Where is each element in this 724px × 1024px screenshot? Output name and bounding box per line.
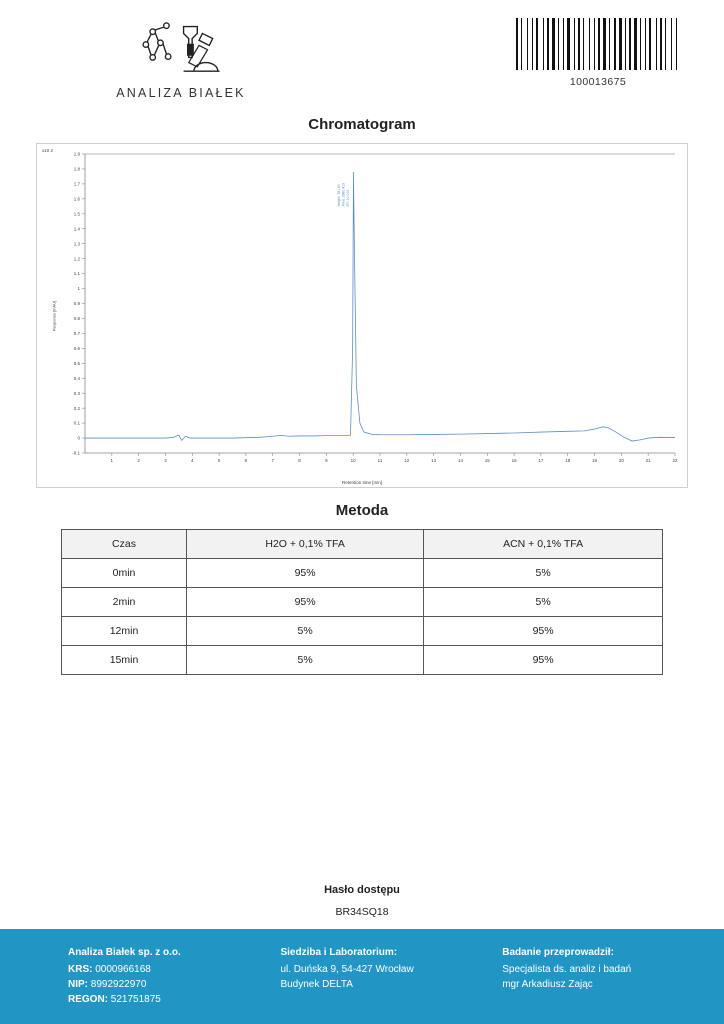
- cell-h2o: 5%: [187, 646, 424, 675]
- nip-label: NIP:: [68, 979, 88, 990]
- column-header-h2o: H2O + 0,1% TFA: [187, 530, 424, 559]
- method-table-wrap: [61, 529, 663, 675]
- barcode-number: 100013675: [569, 76, 627, 88]
- svg-text:4: 4: [191, 458, 194, 463]
- svg-text:21: 21: [645, 458, 651, 463]
- footer-address: [264, 945, 468, 1024]
- address-title: Siedziba i Laboratorium:: [280, 947, 398, 958]
- svg-text:22: 22: [672, 458, 678, 463]
- performer-title: Badanie przeprowadził:: [502, 947, 614, 958]
- cell-h2o: 5%: [187, 617, 424, 646]
- address-line-2: Budynek DELTA: [280, 979, 353, 990]
- svg-text:13: 13: [431, 458, 437, 463]
- svg-text:-0.1: -0.1: [72, 450, 80, 456]
- footer-performer: [468, 945, 690, 1024]
- svg-text:7: 7: [271, 458, 274, 463]
- svg-text:11: 11: [377, 458, 383, 463]
- svg-text:0: 0: [77, 435, 80, 441]
- performer-line-2: mgr Arkadiusz Zając: [502, 979, 593, 990]
- svg-text:9: 9: [325, 458, 328, 463]
- svg-text:Area: 2880.413: Area: 2880.413: [341, 183, 346, 207]
- x-axis-label: Retention time [min]: [341, 480, 383, 485]
- svg-text:1.5: 1.5: [73, 211, 80, 217]
- svg-text:1.2: 1.2: [73, 256, 80, 262]
- chromatogram-plot: [37, 144, 689, 487]
- svg-text:0.9: 0.9: [73, 301, 80, 307]
- svg-text:16: 16: [511, 458, 517, 463]
- svg-text:5: 5: [217, 458, 221, 463]
- svg-text:Height: 781.60: Height: 781.60: [337, 184, 342, 207]
- barcode-image: [516, 18, 680, 70]
- method-table: [61, 529, 663, 675]
- svg-text:1: 1: [110, 458, 114, 463]
- cell-acn: 95%: [424, 646, 663, 675]
- svg-text:1.6: 1.6: [73, 196, 80, 202]
- cell-acn: 95%: [424, 617, 663, 646]
- y-axis-exponent: x10 2: [42, 148, 54, 153]
- footer-company: [34, 945, 264, 1024]
- svg-text:0.2: 0.2: [73, 405, 80, 411]
- svg-text:1.3: 1.3: [73, 241, 80, 247]
- krs-label: KRS:: [68, 964, 93, 975]
- y-axis-label: Response [mAU]: [51, 300, 57, 331]
- svg-text:19: 19: [592, 458, 598, 463]
- cell-acn: 5%: [424, 559, 663, 588]
- address-line-1: ul. Duńska 9, 54-427 Wrocław: [280, 964, 414, 975]
- svg-text:15: 15: [484, 458, 490, 463]
- svg-text:10: 10: [350, 458, 356, 463]
- svg-text:0.1: 0.1: [73, 420, 80, 426]
- document-footer: [0, 929, 724, 1024]
- cell-time: 15min: [62, 646, 187, 675]
- table-row: [62, 559, 663, 588]
- regon-value: 521751875: [110, 994, 161, 1005]
- password-value: BR34SQ18: [335, 906, 389, 918]
- svg-text:0.3: 0.3: [73, 390, 80, 396]
- password-title: Hasło dostępu: [324, 884, 400, 896]
- svg-text:0.5: 0.5: [73, 360, 80, 366]
- barcode-block: [516, 18, 680, 88]
- svg-text:0.8: 0.8: [73, 316, 80, 322]
- table-row: [62, 646, 663, 675]
- chromatogram-chart: [36, 143, 688, 488]
- table-row: [62, 588, 663, 617]
- brand-name: ANALIZA BIAŁEK: [116, 86, 246, 100]
- svg-text:1: 1: [77, 286, 80, 292]
- svg-text:17: 17: [538, 458, 544, 463]
- cell-h2o: 95%: [187, 559, 424, 588]
- method-title: Metoda: [335, 502, 389, 519]
- column-header-czas: Czas: [62, 530, 187, 559]
- table-header-row: [62, 530, 663, 559]
- chromatogram-title: Chromatogram: [308, 116, 416, 133]
- svg-text:1.8: 1.8: [73, 166, 80, 172]
- svg-text:12: 12: [404, 458, 410, 463]
- svg-text:2: 2: [137, 458, 140, 463]
- svg-text:1.9: 1.9: [73, 151, 80, 157]
- svg-text:0.6: 0.6: [73, 345, 80, 351]
- access-password-block: [0, 884, 724, 918]
- column-header-acn: ACN + 0,1% TFA: [424, 530, 663, 559]
- svg-text:1.4: 1.4: [73, 226, 80, 232]
- svg-text:RT: 10.003: RT: 10.003: [346, 189, 351, 207]
- cell-time: 2min: [62, 588, 187, 617]
- regon-label: REGON:: [68, 994, 108, 1005]
- document-header: [0, 0, 724, 110]
- svg-text:0.7: 0.7: [73, 331, 80, 336]
- svg-text:8: 8: [298, 458, 301, 463]
- company-nip: [68, 977, 250, 992]
- table-row: [62, 617, 663, 646]
- nip-value: 8992922970: [90, 979, 147, 990]
- krs-value: 0000966168: [95, 964, 151, 975]
- performer-line-1: Specjalista ds. analiz i badań: [502, 964, 632, 975]
- svg-text:6: 6: [244, 458, 248, 463]
- svg-text:1.1: 1.1: [73, 271, 80, 277]
- company-krs: [68, 962, 250, 977]
- svg-text:18: 18: [565, 458, 571, 463]
- svg-text:0.4: 0.4: [73, 375, 80, 381]
- cell-acn: 5%: [424, 588, 663, 617]
- molecule-microscope-icon: [133, 18, 229, 78]
- cell-h2o: 95%: [187, 588, 424, 617]
- svg-text:3: 3: [164, 458, 167, 463]
- company-regon: [68, 992, 250, 1007]
- svg-text:1.7: 1.7: [73, 181, 80, 187]
- company-name: Analiza Białek sp. z o.o.: [68, 947, 181, 958]
- cell-time: 12min: [62, 617, 187, 646]
- svg-text:14: 14: [457, 458, 463, 463]
- cell-time: 0min: [62, 559, 187, 588]
- svg-text:20: 20: [618, 458, 624, 463]
- brand-logo: [66, 18, 296, 100]
